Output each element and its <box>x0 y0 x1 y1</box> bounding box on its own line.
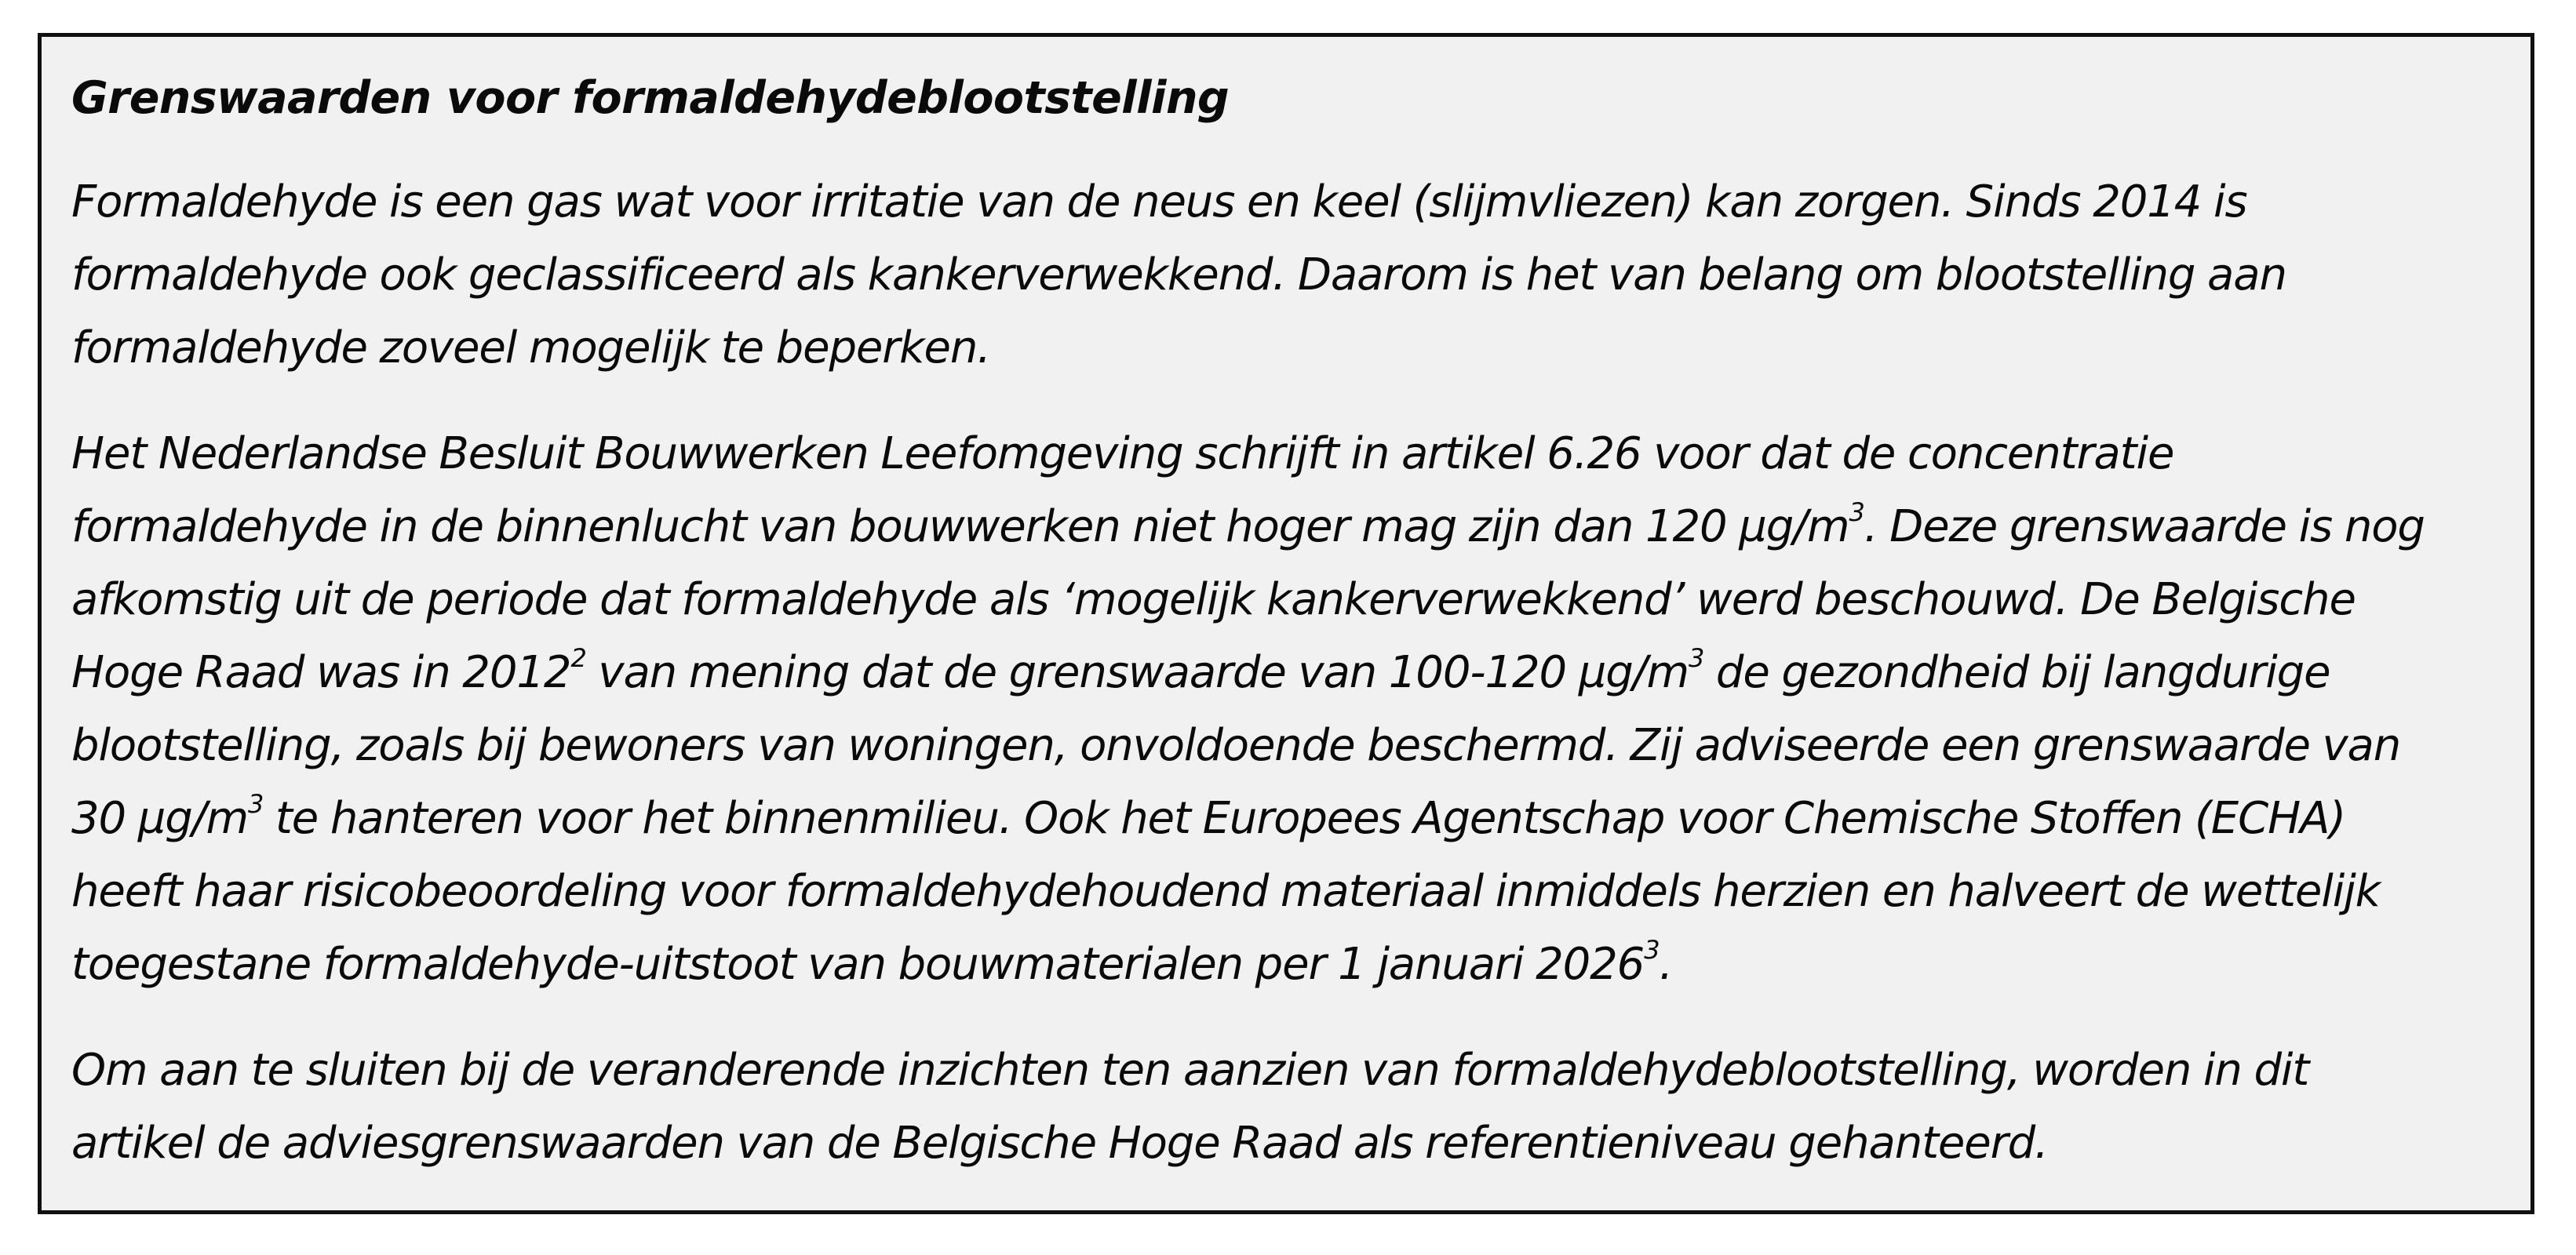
text-fragment: formaldehyde in de binnenlucht van bouwwerken niet hoger mag zijn dan 120 µg/m <box>71 501 1849 552</box>
text-line: formaldehyde ook geclassificeerd als kankerverwekkend. Daarom is het van belang om blootstelling aan <box>71 249 2286 300</box>
box-title: Grenswaarden voor formaldehydeblootstelling <box>71 72 1230 124</box>
superscript: 3 <box>1849 497 1864 528</box>
text-fragment: toegestane formaldehyde-uitstoot van bouwmaterialen per 1 januari 2026 <box>71 939 1645 990</box>
text-line <box>71 636 2502 709</box>
text-line: afkomstig uit de periode dat formaldehyde als ‘mogelijk kankerverwekkend’ werd beschouwd. De Belgische <box>71 574 2356 625</box>
footnote-ref: 3 <box>1644 935 1660 966</box>
text-fragment: . <box>1659 939 1673 990</box>
superscript: 3 <box>247 789 264 820</box>
text-line: Het Nederlandse Besluit Bouwwerken Leefomgeving schrijft in artikel 6.26 voor dat de concentratie <box>71 428 2174 479</box>
text-line: Formaldehyde is een gas wat voor irritatie van de neus en keel (slijmvliezen) kan zorgen. Sinds 2014 is <box>71 176 2247 227</box>
footnote-ref: 2 <box>570 643 586 674</box>
info-box <box>38 33 2534 1214</box>
text-fragment: Hoge Raad was in 2012 <box>71 647 571 698</box>
text-line: artikel de adviesgrenswaarden van de Belgische Hoge Raad als referentieniveau gehanteerd. <box>71 1118 2048 1169</box>
text-line: blootstelling, zoals bij bewoners van woningen, onvoldoende beschermd. Zij adviseerde een grenswaarde van <box>71 720 2401 771</box>
text-line <box>71 782 2502 855</box>
superscript: 3 <box>1688 643 1704 674</box>
text-line <box>71 490 2502 563</box>
text-line: heeft haar risicobeoordeling voor formaldehydehoudend materiaal inmiddels herzien en halveert de wettelijk <box>71 866 2380 917</box>
text-fragment: de gezondheid bij langdurige <box>1703 647 2330 698</box>
text-fragment: 30 µg/m <box>71 793 248 844</box>
paragraph-conclusion <box>71 1034 2502 1180</box>
text-line: formaldehyde zoveel mogelijk te beperken. <box>71 322 990 373</box>
text-fragment: . Deze grenswaarde is nog <box>1864 501 2425 552</box>
paragraph-regulation <box>71 417 2502 1001</box>
paragraph-intro <box>71 166 2502 384</box>
text-fragment: van mening dat de grenswaarde van 100-120 µg/m <box>585 647 1689 698</box>
text-fragment: te hanteren voor het binnenmilieu. Ook het Europees Agentschap voor Chemische Stoffen (ECHA) <box>263 793 2346 844</box>
text-line <box>71 928 2502 1001</box>
text-line: Om aan te sluiten bij de veranderende inzichten ten aanzien van formaldehydeblootstelling, worden in dit <box>71 1045 2309 1096</box>
